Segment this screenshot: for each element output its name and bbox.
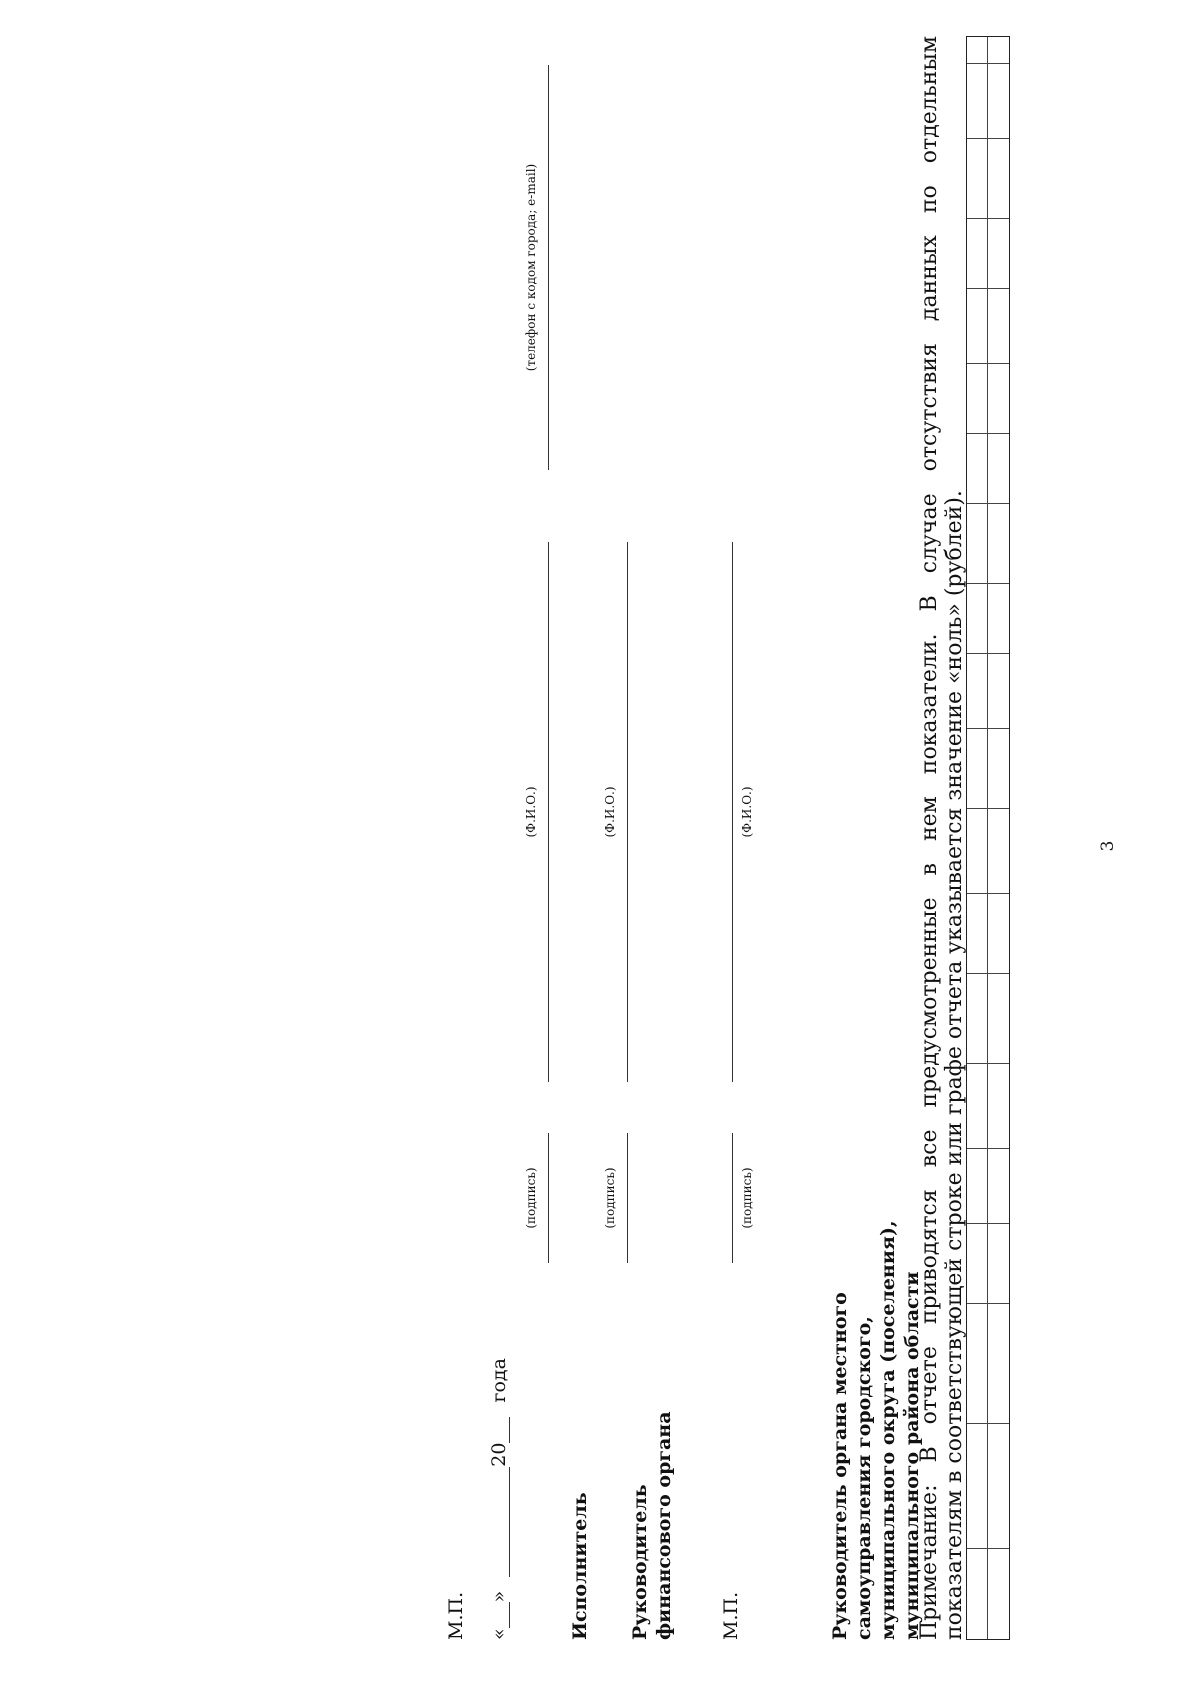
note-paragraph	[917, 36, 967, 1640]
head-title-line-2: самоуправления городского,	[853, 1316, 875, 1640]
executor-signature-line	[548, 1133, 549, 1263]
executor-fio-line	[548, 542, 549, 1082]
head-title-line-1: Руководитель органа местного	[829, 1292, 851, 1640]
table-column-divider	[967, 1423, 1009, 1424]
head-signature-line	[732, 1133, 733, 1263]
head-title-line-4: муниципального района области	[901, 1271, 923, 1640]
head-stamp-label: М.П.	[720, 1591, 742, 1640]
table-column-divider	[967, 1063, 1009, 1064]
table-column-divider	[967, 363, 1009, 364]
table-column-divider	[967, 808, 1009, 809]
table-column-divider	[967, 728, 1009, 729]
date-open-quote: «	[488, 1628, 510, 1640]
table-column-divider	[967, 218, 1009, 219]
table-column-divider	[967, 1223, 1009, 1224]
day-blank	[491, 1602, 510, 1628]
date-close-quote: »	[488, 1590, 510, 1603]
executor-phone-line	[548, 65, 549, 470]
year-blank	[491, 1417, 510, 1443]
executor-fio-caption: (Ф.И.О.)	[524, 786, 538, 838]
head-title-line-3: муниципального округа (поселения),	[877, 1220, 899, 1640]
table-column-divider	[967, 653, 1009, 654]
table-column-divider	[967, 1548, 1009, 1549]
page-number: 3	[1098, 840, 1118, 852]
report-table-grid	[966, 36, 1010, 1640]
head-fio-caption: (Ф.И.О.)	[740, 786, 754, 838]
finance-official-title	[628, 1411, 676, 1640]
executor-signature-caption: (подпись)	[524, 1167, 538, 1229]
table-row-divider	[987, 37, 988, 1639]
table-column-divider	[967, 63, 1009, 64]
table-column-divider	[967, 973, 1009, 974]
finance-title-line-1: Руководитель	[629, 1484, 651, 1640]
finance-fio-caption: (Ф.И.О.)	[603, 786, 617, 838]
year-suffix: года	[488, 1358, 510, 1403]
table-column-divider	[967, 433, 1009, 434]
finance-signature-caption: (подпись)	[603, 1167, 617, 1229]
finance-signature-line	[627, 1133, 628, 1263]
table-column-divider	[967, 1148, 1009, 1149]
executor-phone-caption: (телефон с кодом города; e-mail)	[524, 163, 538, 372]
table-column-divider	[967, 583, 1009, 584]
table-column-divider	[967, 1303, 1009, 1304]
executor-label: Исполнитель	[569, 1492, 591, 1640]
finance-title-line-2: финансового органа	[653, 1411, 675, 1640]
table-column-divider	[967, 138, 1009, 139]
head-signature-caption: (подпись)	[740, 1167, 754, 1229]
table-column-divider	[967, 503, 1009, 504]
head-official-title	[828, 1220, 924, 1640]
note-line-1: Примечание: В отчете приводятся все предусмотренные в нем показатели. В случае отсутствия данных по отдельным	[917, 36, 942, 1640]
year-prefix: 20	[488, 1442, 510, 1467]
table-column-divider	[967, 893, 1009, 894]
table-column-divider	[967, 288, 1009, 289]
date-stamp-label: М.П.	[445, 1591, 467, 1640]
month-blank	[491, 1467, 510, 1577]
note-line-2: показателям в соответствующей строке или графе отчета указывается значение «ноль» (рублей).	[942, 490, 967, 1640]
date-row	[488, 1358, 510, 1640]
head-fio-line	[732, 542, 733, 1082]
finance-fio-line	[627, 542, 628, 1082]
